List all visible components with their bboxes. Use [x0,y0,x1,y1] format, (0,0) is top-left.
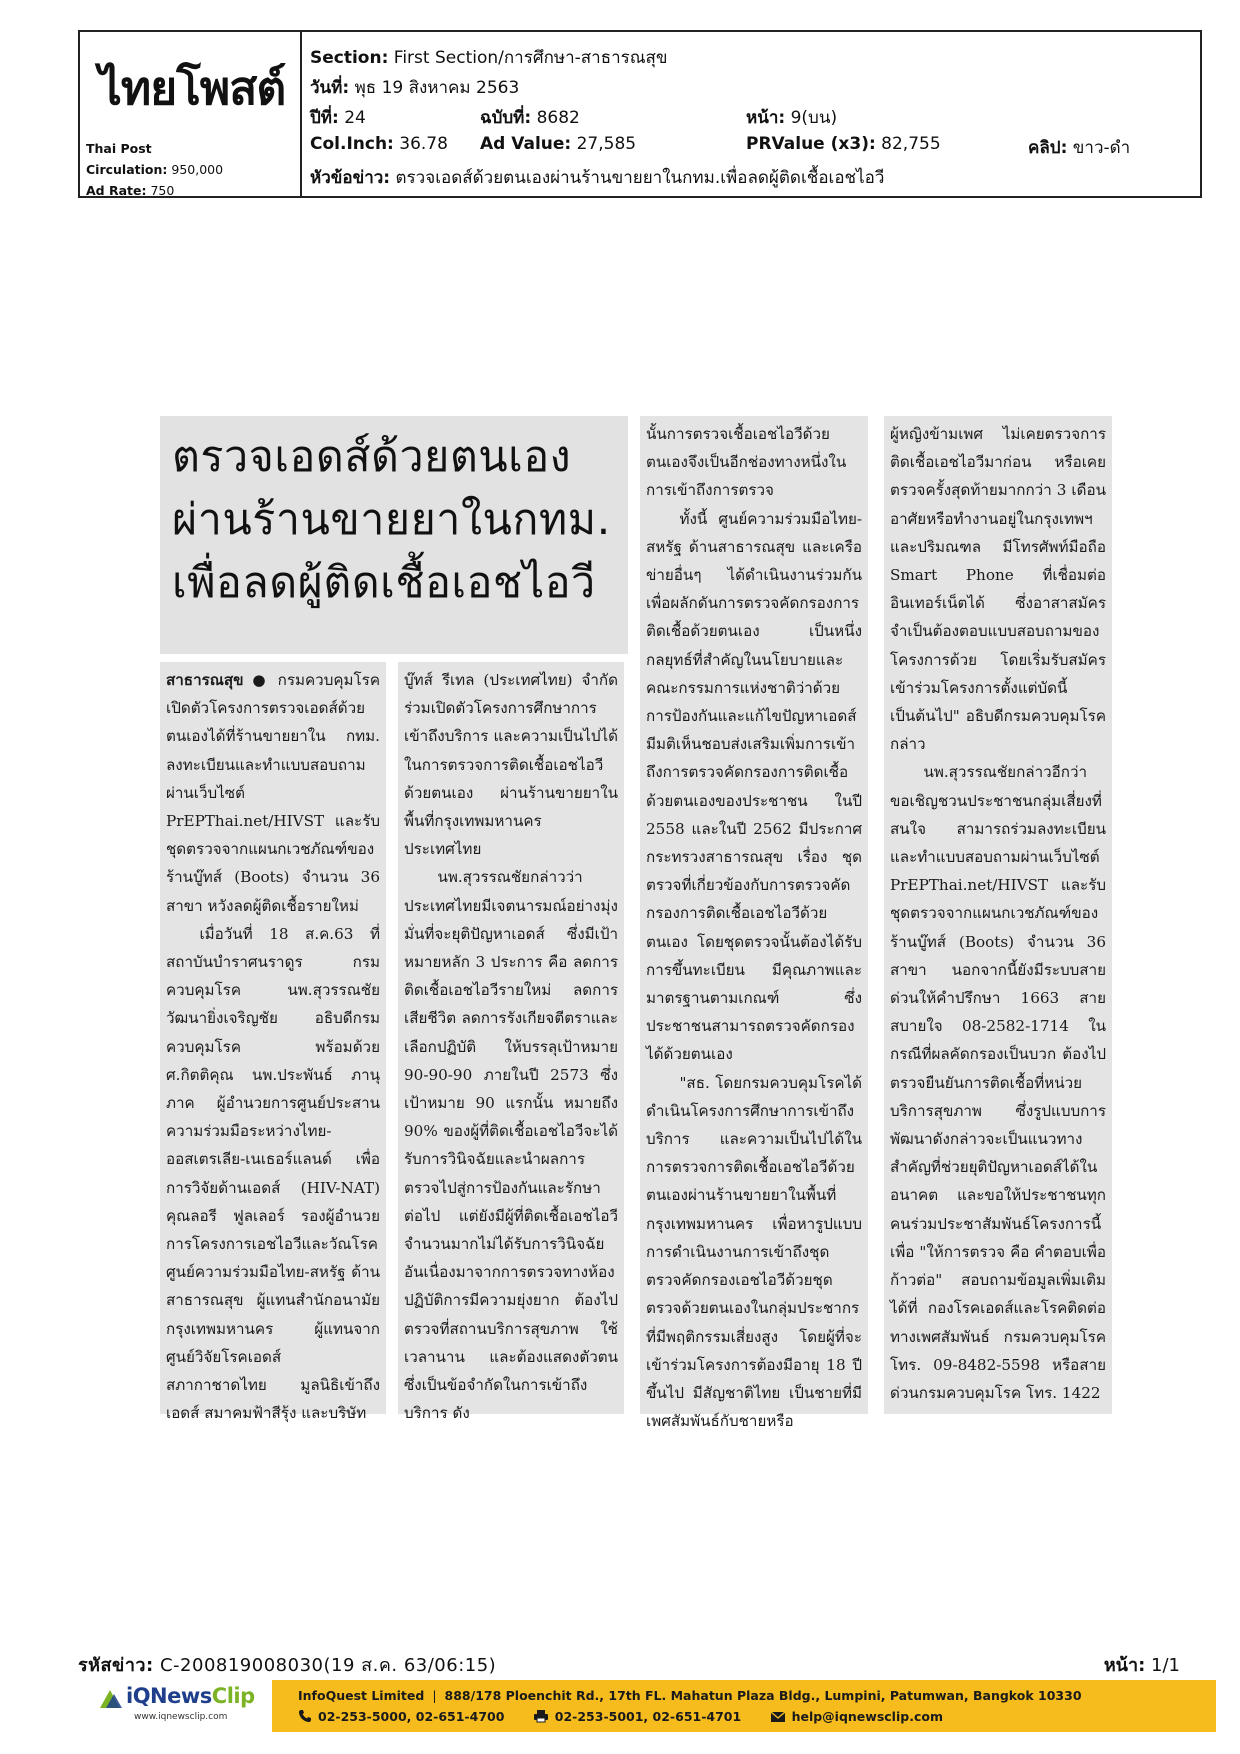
contact-bar [272,1680,1216,1732]
prvalue-value: 82,755 [881,134,941,154]
paragraph: นพ.สุวรรณชัยกล่าวอีกว่า ขอเชิญชวนประชาชนกลุ่มเสี่ยงที่สนใจ สามารถร่วมลงทะเบียนและทำแบบสอบถามผ่านเว็บไซต์ PrEPThai.net/HIVST และรับชุดตรวจจากแผนกเวชภัณฑ์ของร้านบู๊ทส์ (Boots) จำนวน 36 สาขา นอกจากนี้ยังมีระบบสายด่วนให้คำปรึกษา 1663 สายสบายใจ 08-2582-1714 ในกรณีที่ผลคัดกรองเป็นบวก ต้องไปตรวจยืนยันการติดเชื้อที่หน่วยบริการสุขภาพ ซึ่งรูปแบบการพัฒนาดังกล่าวจะเป็นแนวทางสำคัญที่ช่วยยุติปัญหาเอดส์ได้ในอนาคต และขอให้ประชาชนทุกคนร่วมประชาสัมพันธ์โครงการนี้ เพื่อ "ให้การตรวจ คือ คำตอบเพื่อก้าวต่อ" สอบถามข้อมูลเพิ่มเติมได้ที่ กองโรคเอดส์และโรคติดต่อทางเพศสัมพันธ์ กรมควบคุมโรค โทร. 09-8482-5598 หรือสายด่วนกรมควบคุมโรค โทร. 1422 [890,763,1106,1402]
news-id-label: รหัสข่าว: [78,1655,154,1676]
headline-line: เพื่อลดผู้ติดเชื้อเอชไอวี [172,558,596,608]
publication-info [86,138,223,201]
brand-name [126,1684,255,1708]
year-value: 24 [344,108,366,128]
year-label: ปีที่: [310,108,339,128]
clip-label: คลิป: [1028,138,1068,158]
contact-line [298,1709,967,1724]
headline-line: ตรวจเอดส์ด้วยตนเอง [172,432,572,482]
brand-main: iQNews [126,1684,212,1708]
paragraph: นั้นการตรวจเชื้อเอชไอวีด้วยตนเองจึงเป็นอีกช่องทางหนึ่งในการเข้าถึงการตรวจ [646,425,847,500]
advalue-label: Ad Value: [480,134,572,154]
company-name: InfoQuest Limited [298,1688,425,1703]
paragraph: บู๊ทส์ รีเทล (ประเทศไทย) จำกัด ร่วมเปิดตัวโครงการศึกษาการเข้าถึงบริการ และความเป็นไปได้ในการตรวจการติดเชื้อเอชไอวีด้วยตนเอง ผ่านร้านขายยาในพื้นที่กรุงเทพมหานคร ประเทศไทย [404,671,618,859]
fax-icon [533,1709,549,1723]
prvalue-label: PRValue (x3): [746,134,876,154]
date-value: พุธ 19 สิงหาคม 2563 [354,78,520,98]
news-id-value: C-200819008030(19 ส.ค. 63/06:15) [159,1655,497,1676]
page-number [1104,1650,1180,1679]
section-tag: สาธารณสุข ● [166,671,270,689]
headline-value: ตรวจเอดส์ด้วยตนเองผ่านร้านขายยาในกทม.เพื่อลดผู้ติดเชื้อเอชไอวี [395,168,885,188]
article-column-4 [884,416,1112,1414]
phone-icon [298,1709,312,1723]
company-address: 888/178 Ploenchit Rd., 17th FL. Mahatun Plaza Bldg., Lumpini, Patumwan, Bangkok 10330 [444,1688,1082,1703]
section-value: First Section/การศึกษา-สาธารณสุข [393,48,668,68]
email-icon [770,1711,786,1723]
fax-numbers: 02-253-5001, 02-651-4701 [554,1709,742,1724]
issue-label: ฉบับที่: [480,108,532,128]
publication-panel [80,32,302,196]
headline-row [310,164,884,191]
paragraph: "สธ. โดยกรมควบคุมโรคได้ดำเนินโครงการศึกษาการเข้าถึงบริการ และความเป็นไปได้ในการตรวจการติดเชื้อเอชไอวีด้วยตนเองผ่านร้านขายยาในพื้นที่กรุงเทพมหานคร เพื่อหารูปแบบการดำเนินงานการเข้าถึงชุดตรวจคัดกรองเอชไอวีด้วยชุดตรวจด้วยตนเองในกลุ่มประชากรที่มีพฤติกรรมเสี่ยงสูง โดยผู้ที่จะเข้าร่วมโครงการต้องมีอายุ 18 ปีขึ้นไป มีสัญชาติไทย เป็นชายที่มีเพศสัมพันธ์กับชายหรือ [646,1073,862,1431]
paragraph: นพ.สุวรรณชัยกล่าวว่า ประเทศไทยมีเจตนารมณ์อย่างมุ่งมั่นที่จะยุติปัญหาเอดส์ ซึ่งมีเป้าหมายหลัก 3 ประการ คือ ลดการติดเชื้อเอชไอวีรายใหม่ ลดการเสียชีวิต ลดการรังเกียจตีตราและเลือกปฏิบัติ ให้บรรลุเป้าหมาย 90-90-90 ภายในปี 2573 ซึ่งเป้าหมาย 90 แรกนั้น หมายถึง 90% ของผู้ที่ติดเชื้อเอชไอวีจะได้รับการวินิจฉัยและนำผลการตรวจไปสู่การป้องกันและรักษาต่อไป แต่ยังมีผู้ที่ติดเชื้อเอชไอวีจำนวนมากไม่ได้รับการวินิจฉัย อันเนื่องมาจากการตรวจทางห้องปฏิบัติการมีความยุ่งยาก ต้องไปตรวจที่สถานบริการสุขภาพ ใช้เวลานาน และต้องแสดงตัวตน ซึ่งเป็นข้อจำกัดในการเข้าถึงบริการ ดัง [404,868,618,1423]
fax-contact [533,1709,741,1724]
clip-metadata [310,38,1190,194]
news-id [78,1650,496,1679]
clip-header [78,30,1202,198]
paragraph: เมื่อวันที่ 18 ส.ค.63 ที่สถาบันบำราศนราดูร กรมควบคุมโรค นพ.สุวรรณชัย วัฒนายิ่งเจริญชัย อธิบดีกรมควบคุมโรค พร้อมด้วย ศ.กิตติคุณ นพ.ประพันธ์ ภานุภาค ผู้อำนวยการศูนย์ประสานความร่วมมือระหว่างไทย-ออสเตรเลีย-เนเธอร์แลนด์ เพื่อการวิจัยด้านเอดส์ (HIV-NAT) คุณลอรี ฟูลเลอร์ รองผู้อำนวยการโครงการเอชไอวีและวัณโรค ศูนย์ความร่วมมือไทย-สหรัฐ ด้านสาธารณสุข ผู้แทนสำนักอนามัย กรุงเทพมหานคร ผู้แทนจากศูนย์วิจัยโรคเอดส์ สภากาชาดไทย มูลนิธิเข้าถึงเอดส์ สมาคมฟ้าสีรุ้ง และบริษัท [166,924,380,1423]
phone-contact [298,1709,504,1724]
paragraph: ทั้งนี้ ศูนย์ความร่วมมือไทย-สหรัฐ ด้านสาธารณสุข และเครือข่ายอื่นๆ ได้ดำเนินงานร่วมกัน เพื่อผลักดันการตรวจคัดกรองการติดเชื้อด้วยตนเอง เป็นหนึ่งกลยุทธ์ที่สำคัญในนโยบายและคณะกรรมการแห่งชาติว่าด้วยการป้องกันและแก้ไขปัญหาเอดส์ มีมติเห็นชอบส่งเสริมเพิ่มการเข้าถึงการตรวจคัดกรองการติดเชื้อด้วยตนเองของประชาชน ในปี 2558 และในปี 2562 มีประกาศกระทรวงสาธารณสุข เรื่อง ชุดตรวจที่เกี่ยวข้องกับการตรวจคัดกรองการติดเชื้อเอชไอวีด้วยตนเอง โดยชุดตรวจนั้นต้องได้รับการขึ้นทะเบียน มีคุณภาพและมาตรฐานตามเกณฑ์ ซึ่งประชาชนสามารถตรวจคัดกรองได้ด้วยตนเอง [646,509,862,1064]
issue-value: 8682 [536,108,580,128]
page-value: 9(บน) [790,108,838,128]
article-column-3 [640,416,868,1431]
publication-name: Thai Post [86,141,152,156]
phone-numbers: 02-253-5000, 02-651-4700 [318,1709,505,1724]
paragraph [166,666,380,920]
advalue-value: 27,585 [576,134,637,154]
section-row [310,44,668,71]
adrate-value: 750 [150,183,175,198]
date-label: วันที่: [310,78,350,98]
value-row [310,134,1190,160]
page-label: หน้า: [746,108,786,128]
email-address[interactable]: help@iqnewsclip.com [791,1709,943,1724]
headline-line: ผ่านร้านขายยาในกทม. [172,495,611,545]
article-column-1 [160,662,386,1423]
clip-value: ขาว-ดำ [1072,138,1131,158]
brand-url: www.iqnewsclip.com [134,1712,228,1722]
article-headline-block [160,416,628,654]
date-row [310,74,519,101]
iqnewsclip-logo [96,1680,256,1736]
section-label: Section: [310,48,389,68]
colinch-label: Col.Inch: [310,134,394,154]
brand-accent: Clip [211,1684,255,1708]
circulation-value: 950,000 [171,162,224,177]
article-headline [160,416,628,615]
email-contact [770,1709,943,1724]
paragraph-text: กรมควบคุมโรคเปิดตัวโครงการตรวจเอดส์ด้วยตนเองได้ที่ร้านขายยาใน กทม. ลงทะเบียนและทำแบบสอบถามผ่านเว็บไซต์ PrEPThai.net/HIVST และรับชุดตรวจจากแผนกเวชภัณฑ์ของร้านบู๊ทส์ (Boots) จำนวน 36 สาขา หวังลดผู้ติดเชื้อรายใหม่ [166,671,380,915]
headline-label: หัวข้อข่าว: [310,168,391,188]
adrate-label: Ad Rate: [86,183,147,198]
circulation-label: Circulation: [86,162,168,177]
issue-row [310,104,1190,130]
colinch-value: 36.78 [399,134,448,154]
iqnewsclip-logo-icon [96,1686,124,1714]
paragraph: ผู้หญิงข้ามเพศ ไม่เคยตรวจการติดเชื้อเอชไอวีมาก่อน หรือเคยตรวจครั้งสุดท้ายมากกว่า 3 เดือน อาศัยหรือทำงานอยู่ในกรุงเทพฯ และปริมณฑล มีโทรศัพท์มือถือ Smart Phone ที่เชื่อมต่ออินเทอร์เน็ตได้ ซึ่งอาสาสมัครจำเป็นต้องตอบแบบสอบถามของโครงการด้วย โดยเริ่มรับสมัครเข้าร่วมโครงการตั้งแต่บัดนี้เป็นต้นไป" อธิบดีกรมควบคุมโรคกล่าว [890,425,1106,754]
page-number-value: 1/1 [1151,1655,1180,1676]
thaipost-logo: ไทยโพสต์ [98,61,286,115]
article-column-2 [398,662,624,1423]
company-line: InfoQuest Limited | 888/178 Ploenchit Rd., 17th FL. Mahatun Plaza Bldg., Lumpini, Patumwan, Bangkok 10330 [298,1688,1082,1703]
page-number-label: หน้า: [1103,1655,1146,1676]
